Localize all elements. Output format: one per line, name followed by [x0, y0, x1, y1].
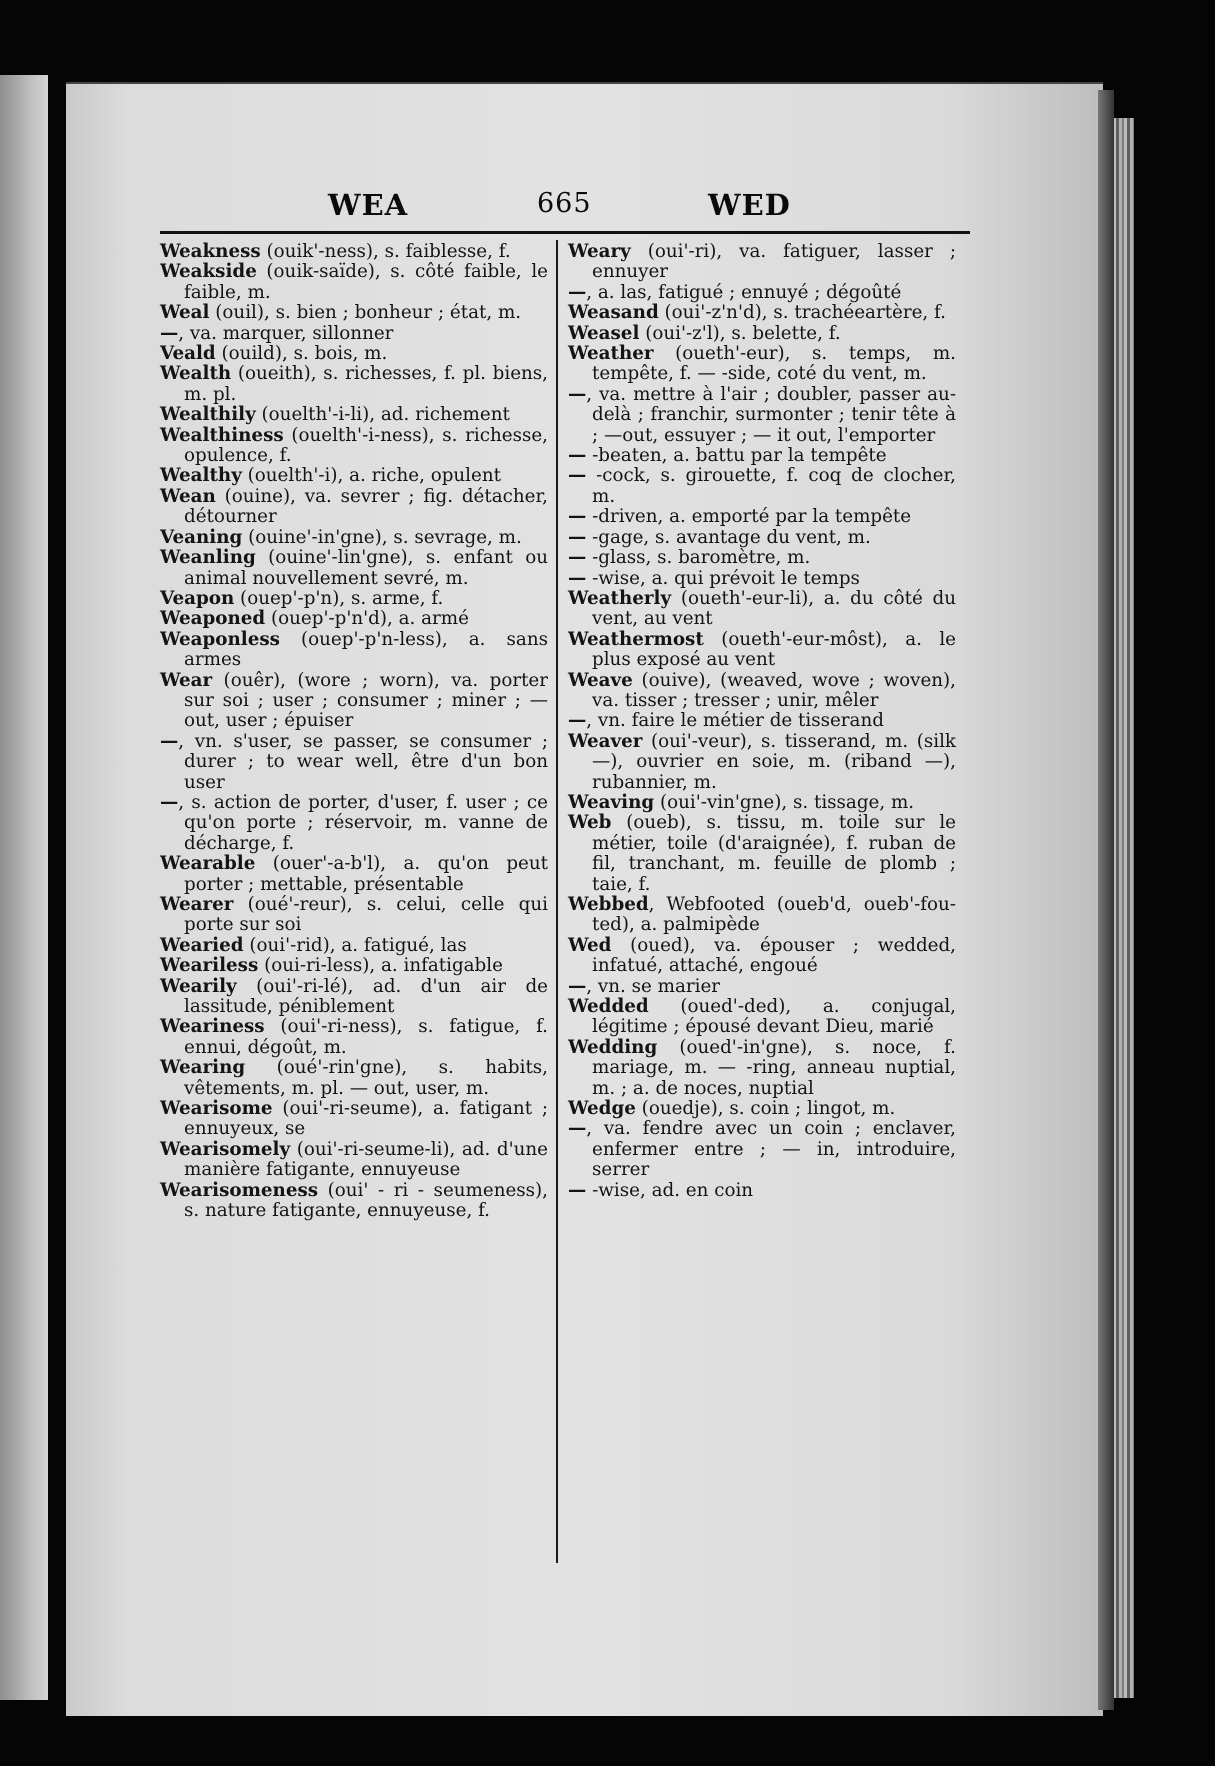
entry-definition: (oui'-ri-seume), a. fatigant ; ennuyeux, se: [184, 1098, 548, 1140]
guide-word-last: WED: [708, 188, 791, 222]
dictionary-entry: [160, 630, 548, 671]
entry-headword: Wealthy: [160, 465, 242, 487]
entry-headword: —: [568, 383, 587, 405]
entry-headword: Veaning: [160, 526, 243, 548]
entry-definition: (ouil), s. bien ; bonheur ; état, m.: [209, 302, 522, 324]
entry-definition: (ouep'-p'n-less), a. sans armes: [184, 628, 548, 671]
left-entry-list: [160, 242, 548, 1222]
dictionary-entry: [568, 528, 956, 548]
entry-headword: Wedge: [568, 1098, 636, 1120]
entry-definition: (oueth'-eur), s. temps, m. tempête, f. — -side, coté du vent, m.: [592, 343, 956, 385]
entry-definition: -cock, s. girouette, f. coq de clocher, m.: [586, 465, 956, 507]
entry-headword: Webbed: [568, 894, 649, 915]
entry-definition: (ouelth'-i), a. riche, opulent: [241, 465, 501, 487]
entry-headword: Weaponless: [160, 628, 280, 650]
dictionary-entry: [568, 569, 956, 589]
dictionary-entry: [568, 242, 956, 283]
entry-headword: —: [568, 547, 587, 569]
entry-definition: , vn. se marier: [586, 975, 721, 997]
entry-headword: Web: [568, 812, 612, 834]
entry-headword: Wed: [568, 934, 612, 956]
entry-headword: —: [568, 445, 587, 467]
guide-word-first: WEA: [328, 188, 409, 222]
dictionary-entry: [568, 466, 956, 507]
entry-definition: , s. action de porter, d'user, f. user ; ce qu'on porte ; réservoir, m. vanne de décharge, f.: [178, 791, 548, 854]
entry-headword: —: [568, 281, 587, 303]
dictionary-entry: [568, 344, 956, 385]
entry-definition: (oui'-z'l), s. belette, f.: [639, 322, 841, 344]
entry-definition: (ouep'-p'n'd), a. armé: [265, 608, 469, 630]
dictionary-entry: [160, 1140, 548, 1181]
entry-headword: —: [160, 322, 179, 344]
entry-definition: (oui'-rid), a. fatigué, las: [243, 934, 467, 956]
dictionary-entry: [160, 344, 548, 364]
dictionary-entry: [160, 405, 548, 425]
entry-definition: (oueith), s. richesses, f. pl. biens, m. pl.: [184, 363, 548, 405]
entry-definition: (ouine'-in'gne), s. sevrage, m.: [242, 526, 522, 548]
entry-headword: Weariless: [160, 955, 259, 977]
entry-headword: Wearily: [160, 975, 237, 997]
entry-headword: Wealth: [160, 363, 232, 385]
entry-definition: (ouedje), s. coin ; lingot, m.: [635, 1098, 896, 1120]
dictionary-entry: [160, 1099, 548, 1140]
dictionary-entry: [568, 711, 956, 731]
dictionary-entry: [160, 242, 548, 262]
entry-definition: , va. fendre avec un coin ; enclaver, enfermer entre ; — in, introduire, serrer: [586, 1118, 956, 1181]
dictionary-entry: [160, 364, 548, 405]
entry-headword: —: [568, 1118, 587, 1140]
entry-definition: (ouive), (weaved, wove ; woven), va. tisser ; tresser ; unir, mêler: [592, 669, 956, 711]
dictionary-entry: [160, 793, 548, 854]
entry-definition: , vn. faire le métier de tisserand: [586, 710, 884, 732]
entry-definition: (oued'-in'gne), s. noce, f. mariage, m. — -ring, anneau nuptial, m. ; a. de noces, nuptial: [592, 1036, 956, 1099]
dictionary-entry: [160, 1058, 548, 1099]
entry-definition: (oueth'-eur-môst), a. le plus exposé au vent: [592, 628, 956, 671]
entry-headword: Veald: [160, 343, 216, 365]
column-divider: [556, 240, 558, 1563]
entry-definition: -wise, a. qui prévoit le temps: [586, 567, 860, 589]
entry-headword: Weaponed: [160, 608, 266, 630]
entry-definition: -gage, s. avantage du vent, m.: [586, 526, 871, 548]
entry-headword: Weather: [568, 343, 654, 365]
entry-headword: —: [160, 730, 179, 752]
entry-definition: (oui'-ri), va. fatiguer, lasser ; ennuyer: [592, 241, 956, 283]
entry-definition: (oué'-reur), s. celui, celle qui porte sur soi: [184, 894, 548, 936]
entry-definition: , vn. s'user, se passer, se consumer ; durer ; to wear well, être d'un bon user: [178, 730, 548, 793]
dictionary-entry: [568, 1181, 956, 1201]
dictionary-entry: [568, 813, 956, 895]
entry-headword: —: [568, 526, 587, 548]
entry-headword: Weary: [568, 241, 631, 262]
entry-definition: (oui-ri-less), a. infatigable: [258, 955, 503, 977]
entry-definition: (oui'-ri-ness), s. fatigue, f. ennui, dégoût, m.: [184, 1016, 548, 1058]
entry-headword: Weakness: [160, 241, 261, 262]
entry-headword: Weathermost: [568, 628, 704, 650]
entry-definition: (ouine'-lin'gne), s. enfant ou animal nouvellement sevré, m.: [184, 547, 548, 589]
entry-definition: -wise, ad. en coin: [586, 1179, 754, 1201]
entry-definition: (oui'-z'n'd), s. trachéeartère, f.: [658, 302, 946, 324]
entry-definition: (ouelth'-i-li), ad. richement: [255, 404, 510, 426]
right-entry-list: [568, 242, 956, 1201]
dictionary-entry: [568, 977, 956, 997]
header-rule: [160, 231, 970, 234]
entry-definition: -glass, s. baromètre, m.: [586, 547, 811, 569]
entry-definition: (oui' - ri - seumeness), s. nature fatigante, ennuyeuse, f.: [184, 1179, 548, 1222]
entry-headword: Weaving: [568, 791, 655, 813]
entry-definition: (oui'-ri-seume-li), ad. d'une manière fatigante, ennuyeuse: [184, 1138, 548, 1181]
entry-headword: Weal: [160, 302, 210, 324]
dictionary-entry: [160, 1017, 548, 1058]
entry-definition: (ouik'-ness), s. faiblesse, f.: [260, 241, 511, 262]
entry-headword: Wedded: [568, 996, 649, 1018]
entry-headword: Wearied: [160, 934, 244, 956]
dictionary-entry: [160, 548, 548, 589]
entry-headword: —: [568, 465, 587, 487]
entry-headword: —: [568, 1179, 587, 1201]
entry-definition: (ouine), va. sevrer ; fig. détacher, détourner: [184, 485, 548, 528]
right-column: [568, 242, 956, 1201]
entry-definition: (ouild), s. bois, m.: [215, 343, 388, 365]
dictionary-entry: [568, 548, 956, 568]
entry-headword: —: [160, 791, 179, 813]
entry-headword: Weasand: [568, 302, 659, 324]
dictionary-entry: [160, 977, 548, 1018]
entry-headword: Wearisomeness: [160, 1179, 319, 1201]
dictionary-entry: [160, 528, 548, 548]
dictionary-entry: [160, 487, 548, 528]
entry-headword: Weasel: [568, 322, 640, 344]
entry-headword: Weanling: [160, 547, 256, 569]
entry-headword: Wearisome: [160, 1098, 273, 1120]
dictionary-entry: [568, 671, 956, 712]
entry-definition: (oui'-ri-lé), ad. d'un air de lassitude, péniblement: [184, 975, 548, 1018]
entry-definition: , a. las, fatigué ; ennuyé ; dégoûté: [586, 281, 902, 303]
entry-definition: (oué'-rin'gne), s. habits, vêtements, m. pl. — out, user, m.: [184, 1057, 548, 1099]
dictionary-entry: [160, 324, 548, 344]
dictionary-entry: [568, 895, 956, 936]
dictionary-entry: [160, 732, 548, 793]
entry-definition: (ouep'-p'n), s. arme, f.: [234, 587, 444, 609]
entry-definition: , va. marquer, sillonner: [178, 322, 394, 344]
entry-definition: (ouer'-a-b'l), a. qu'on peut porter ; mettable, présentable: [184, 853, 548, 895]
dictionary-entry: [160, 466, 548, 486]
dictionary-entry: [568, 997, 956, 1038]
dictionary-entry: [568, 385, 956, 446]
entry-headword: —: [568, 975, 587, 997]
entry-headword: Wealthiness: [160, 424, 284, 446]
left-column: [160, 242, 548, 1222]
entry-headword: —: [568, 710, 587, 732]
dictionary-entry: [160, 1181, 548, 1222]
entry-definition: (oued'-ded), a. conjugal, légitime ; épousé devant Dieu, marié: [592, 996, 956, 1038]
dictionary-entry: [568, 793, 956, 813]
dictionary-entry: [568, 303, 956, 323]
dictionary-entry: [160, 609, 548, 629]
entry-definition: -driven, a. emporté par la tempête: [586, 506, 912, 528]
entry-definition: (oui'-veur), s. tisserand, m. (silk —), ouvrier en soie, m. (riband —), rubannier, m.: [592, 730, 956, 793]
entry-definition: (oueth'-eur-li), a. du côté du vent, au vent: [592, 587, 956, 630]
dictionary-entry: [160, 262, 548, 303]
dictionary-entry: [568, 1099, 956, 1119]
running-head: [160, 188, 980, 228]
dictionary-entry: [160, 589, 548, 609]
dictionary-entry: [160, 303, 548, 323]
dictionary-entry: [568, 507, 956, 527]
entry-definition: (oueb), s. tissu, m. toile sur le métier, toile (d'araignée), f. ruban de fil, tranchant, m. feuille de plomb ; taie, f.: [592, 812, 956, 895]
entry-headword: Wearing: [160, 1057, 246, 1079]
entry-definition: -beaten, a. battu par la tempête: [586, 445, 887, 467]
entry-headword: Weave: [568, 669, 633, 691]
dictionary-entry: [568, 283, 956, 303]
entry-definition: , Webfooted (oueb'd, oueb'-fou-ted), a. palmipède: [592, 894, 956, 936]
dictionary-entry: [568, 732, 956, 793]
previous-page-edge: [0, 75, 48, 1700]
page-number: 665: [537, 188, 592, 219]
entry-headword: Wearable: [160, 853, 256, 875]
entry-headword: Wear: [160, 669, 213, 691]
dictionary-entry: [568, 589, 956, 630]
entry-headword: Wealthily: [160, 404, 256, 426]
entry-headword: —: [568, 506, 587, 528]
entry-headword: Wean: [160, 485, 216, 507]
entry-definition: (ouelth'-i-ness), s. richesse, opulence, f.: [184, 424, 548, 467]
dictionary-entry: [160, 426, 548, 467]
entry-headword: Weariness: [160, 1016, 265, 1038]
entry-headword: Weatherly: [568, 587, 672, 609]
dictionary-entry: [568, 630, 956, 671]
entry-headword: Wearer: [160, 894, 234, 915]
dictionary-entry: [568, 1038, 956, 1099]
dictionary-entry: [568, 324, 956, 344]
dictionary-entry: [160, 895, 548, 936]
dictionary-entry: [568, 446, 956, 466]
entry-definition: (ouik-saïde), s. côté faible, le faible, m.: [184, 261, 548, 303]
entry-headword: Wedding: [568, 1036, 658, 1058]
entry-definition: (ouêr), (wore ; worn), va. porter sur soi ; user ; consumer ; miner ; — out, user ; épuiser: [184, 669, 548, 732]
dictionary-entry: [160, 671, 548, 732]
entry-headword: —: [568, 567, 587, 589]
entry-definition: (oui'-vin'gne), s. tissage, m.: [654, 791, 915, 813]
dictionary-entry: [568, 1119, 956, 1180]
page-shadow: [1098, 90, 1114, 1710]
dictionary-entry: [160, 936, 548, 956]
dictionary-entry: [160, 956, 548, 976]
dictionary-entry: [160, 854, 548, 895]
entry-headword: Wearisomely: [160, 1138, 291, 1160]
dictionary-entry: [568, 936, 956, 977]
entry-headword: Weaver: [568, 730, 643, 752]
entry-headword: Veapon: [160, 587, 235, 609]
entry-definition: (oued), va. épouser ; wedded, infatué, attaché, engoué: [592, 934, 956, 977]
entry-headword: Weakside: [160, 261, 257, 283]
entry-definition: , va. mettre à l'air ; doubler, passer au-delà ; franchir, surmonter ; tenir tête à ; —out, essuyer ; — it out, l'emporter: [586, 383, 956, 446]
